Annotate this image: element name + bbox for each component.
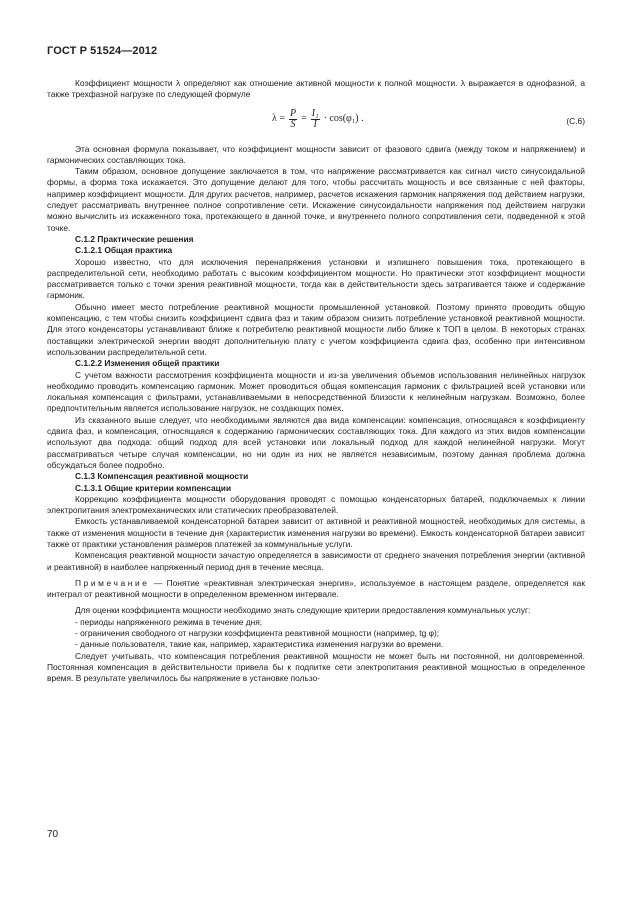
fraction-numerator: P [290, 107, 297, 119]
fraction-denominator: S [290, 118, 296, 130]
list-item: - периоды напряженного режима в течение дня; [75, 616, 263, 627]
paragraph: Эта основная формула показывает, что коэффициент мощности зависит от фазового сдвига (между током и напряжением) и гармонических составляющих тока. [47, 143, 585, 165]
formula-tail: · cos(φ₁) . [323, 113, 364, 125]
paragraph: Емкость устанавливаемой конденсаторной батареи зависит от активной и реактивной мощностей, необходимых для системы, а также от изменения мощности в течение дня (характеристик изменения нагрузки во времени). Емкость конденсаторной батареи зависит также от практики установления размеров платежей за коммунальные услуги. [47, 516, 585, 549]
list-item: - ограничения свободного от нагрузки коэффициента реактивной мощности (например, tg φ); [75, 628, 440, 639]
subsection-heading: С.1.2.2 Изменения общей практики [75, 358, 220, 369]
subsection-heading: С.1.2.1 Общая практика [75, 245, 173, 256]
formula [47, 107, 585, 137]
formula-expression [270, 109, 366, 130]
paragraph: Компенсация реактивной мощности зачастую определяется в зависимости от среднего значения потребления энергии (активной и реактивной) в наиболее напряженный период дня в течение месяца. [47, 550, 585, 572]
section-heading: С.1.2 Практические решения [75, 233, 194, 244]
document-header: ГОСТ Р 51524—2012 [47, 45, 158, 57]
fraction-numerator: I₁ [311, 107, 319, 119]
page-number: 70 [47, 829, 59, 840]
paragraph: Для оценки коэффициента мощности необходимо знать следующие критерии предоставления коммунальных услуг: [75, 605, 531, 616]
list-item: - данные пользователя, такие как, например, характеристика изменения нагрузки во времени. [75, 639, 444, 650]
formula-equals: = [301, 113, 307, 125]
paragraph: Коэффициент мощности λ определяют как отношение активной мощности к полной мощности. λ выражается в однофазной, а также трехфазной нагрузке по следующей формуле [47, 78, 585, 100]
paragraph: Обычно имеет место потребление реактивной мощности промышленной установкой. Поэтому принято проводить общую компенсацию, с тем чтобы снизить коэффициент сдвига фаз и таким образом снизить потребление установкой реактивной мощности. Для этого конденсаторы устанавливают ближе к потребителю реактивной мощности либо ближе к ТОП в целом. В некоторых странах поставщики электрической энергии вводят дополнительную плату с учетом коэффициента сдвига фаз, особенно при интенсивном использовании распределительной сети. [47, 301, 585, 357]
note-label: Примечание [75, 577, 150, 588]
document-body [47, 78, 585, 685]
paragraph: Следует учитывать, что компенсация потребления реактивной мощности не может быть ни постоянной, ни долговременной. Постоянная компенсация в действительности привела бы к подпитке сети электропитания реактивной мощностью в определенное время. В результате увеличилось бы напряжение в установке пользо- [47, 650, 585, 684]
fraction-denominator: I [313, 118, 317, 130]
paragraph: Коррекцию коэффициента мощности оборудования проводят с помощью конденсаторных батарей, подключаемых к линии электропитания электромеханических или статических преобразователей. [47, 493, 585, 516]
formula-fraction-p-s [289, 109, 297, 130]
paragraph: С учетом важности рассмотрения коэффициента мощности и из-за увеличения объемов использования нелинейных нагрузок необходимо проводить компенсацию гармоник. Может проводиться общая компенсация гармоник с фильтрацией всей установки или локальная компенсация с фильтрами, устанавливаемыми в непосредственной близости к нелинейным нагрузкам. Возможно, более предпочтительным является использование нагрузок, не создающих помех. [47, 369, 585, 414]
equation-number: (C.6) [566, 115, 585, 126]
section-heading: С.1.3 Компенсация реактивной мощности [75, 471, 249, 482]
formula-lhs: λ = [272, 113, 285, 125]
subsection-heading: С.1.3.1 Общие критерии компенсации [75, 482, 232, 493]
note-text: — Понятие «реактивная электрическая энергия», используемое в настоящем разделе, определяется как интеграл от реактивной мощности в определенном временном интервале. [47, 577, 585, 600]
paragraph: Хорошо известно, что для исключения перенапряжения установки и излишнего повышения тока, протекающего в распределительной сети, необходимо работать с высоким коэффициентом мощности. Но практически этот коэффициент мощности рассматривается только с точки зрения реактивной мощности, тогда как в действительности здесь затрагивается также и содержание гармоник. [47, 256, 585, 301]
paragraph: Из сказанного выше следует, что необходимыми являются два вида компенсации: компенсация, относящаяся к коэффициенту сдвига фаз, и компенсация, относящаяся к содержанию гармонических составляющих тока. Для каждого из этих видов компенсации используют два подхода: общий подход для всей установки или локальный подход для каждой нелинейной нагрузки. Могут рассматриваться четыре случая компенсации, но ни один из них не является независимым, поэтому данная проблема должна обсуждаться более подробно. [47, 414, 585, 470]
note [47, 578, 585, 601]
formula-fraction-i1-i [311, 109, 320, 130]
paragraph: Таким образом, основное допущение заключается в том, что напряжение рассматривается как сигнал чисто синусоидальной формы, а форма тока искажается. Это допущение делают для того, чтобы рассчитать мощность и все связанные с ней факторы, например коэффициент мощности. Для других расчетов, например, расчетов искажения гармоник напряжения под действием нагрузки, следует рассматривать внутреннее полное сопротивление сети. Искажение синусоидальности напряжения под действием нагрузки можно вычислить из искаженного тока, протекающего в данной точке, и внутреннего полного сопротивления сети, подведенной к этой точке. [47, 166, 585, 233]
